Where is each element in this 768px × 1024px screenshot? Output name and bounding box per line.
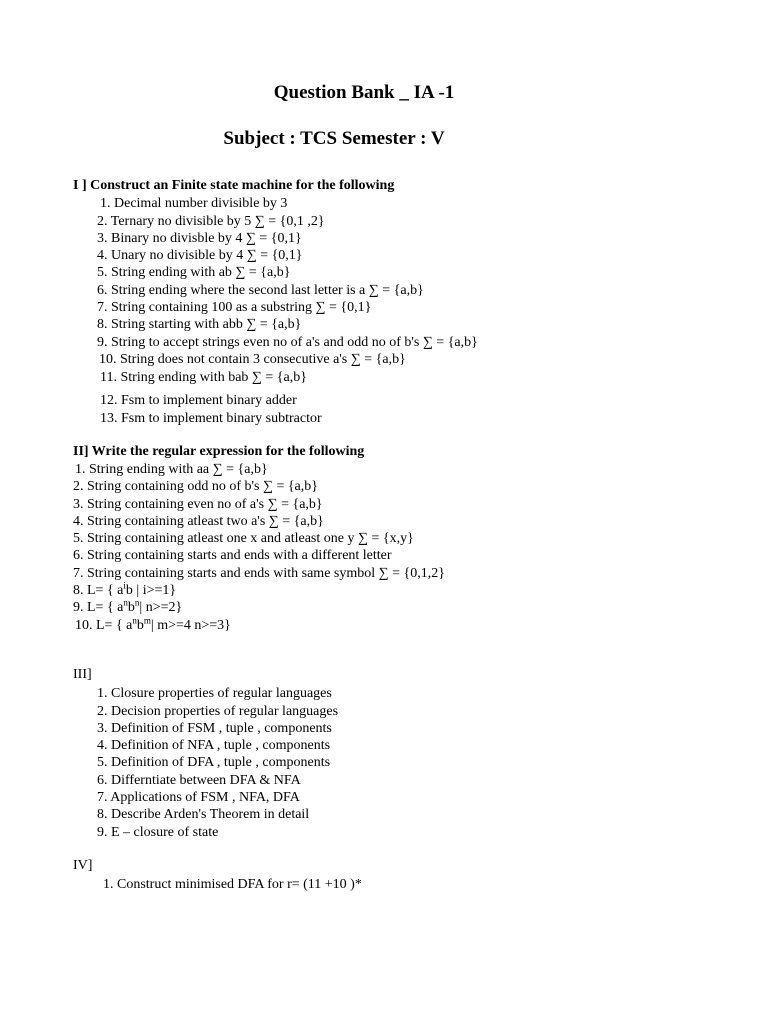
section2-item-9 (73, 599, 182, 616)
section2-item-10-mid: b (136, 618, 144, 633)
section2-item-8-rest: b | i>=1} (125, 583, 177, 598)
section3-item-2: 2. Decision properties of regular languages (97, 704, 339, 719)
section2-item-8-sup: i (123, 580, 126, 591)
section2-item-10-suffix: | m>=4 n>=3} (150, 618, 231, 633)
section2-item-10-sup-1: n (132, 615, 137, 626)
section3-item-5: 5. Definition of DFA , tuple , components (97, 755, 331, 770)
section2-item-9-mid: b (127, 600, 135, 615)
section3-item-7: 7. Applications of FSM , NFA, DFA (97, 790, 300, 805)
section2-item-1: 1. String ending with aa ∑ = {a,b} (75, 462, 268, 477)
section1-item-10: 10. String does not contain 3 consecutive a's ∑ = {a,b} (99, 352, 406, 367)
section2-item-9-sup-2: n (134, 597, 140, 608)
section1-item-4: 4. Unary no divisible by 4 ∑ = {0,1} (97, 248, 303, 263)
section2-item-7: 7. String containing starts and ends with same symbol ∑ = {0,1,2} (73, 566, 445, 581)
section2-item-10-sup-2: m (143, 615, 151, 626)
section2-item-9-suffix: | n>=2} (139, 600, 183, 615)
section2-item-5: 5. String containing atleast one x and atleast one y ∑ = {x,y} (73, 531, 414, 546)
section1-item-6: 6. String ending where the second last letter is a ∑ = {a,b} (97, 283, 424, 298)
section1-heading: I ] Construct an Finite state machine for the following (73, 178, 395, 193)
section3-item-1: 1. Closure properties of regular languages (97, 686, 332, 701)
section1-item-1: 1. Decimal number divisible by 3 (100, 196, 288, 211)
section1-item-2: 2. Ternary no divisible by 5 ∑ = {0,1 ,2} (97, 214, 325, 229)
section1-item-9: 9. String to accept strings even no of a's and odd no of b's ∑ = {a,b} (97, 335, 478, 350)
section3-item-9: 9. E – closure of state (97, 825, 219, 840)
section1-item-13: 13. Fsm to implement binary subtractor (100, 411, 322, 426)
section1-item-3: 3. Binary no divisble by 4 ∑ = {0,1} (97, 231, 302, 246)
section2-item-10-prefix: 10. L= { a (75, 618, 133, 633)
section3-item-3: 3. Definition of FSM , tuple , components (97, 721, 332, 736)
page-title: Question Bank _ IA -1 (273, 82, 455, 103)
section2-item-10 (75, 617, 231, 634)
section4-item-1: 1. Construct minimised DFA for r= (11 +10 )* (103, 877, 362, 892)
section2-item-3: 3. String containing even no of a's ∑ = {a,b} (73, 497, 323, 512)
page-subtitle: Subject : TCS Semester : V (223, 128, 445, 149)
section2-item-2: 2. String containing odd no of b's ∑ = {a,b} (73, 479, 318, 494)
section2-item-8-prefix: 8. L= { a (73, 583, 124, 598)
section2-heading: II] Write the regular expression for the following (73, 444, 365, 459)
section1-item-11: 11. String ending with bab ∑ = {a,b} (100, 370, 307, 385)
section1-item-5: 5. String ending with ab ∑ = {a,b} (97, 265, 291, 280)
section2-item-6: 6. String containing starts and ends with a different letter (73, 548, 392, 563)
section4-heading: IV] (73, 858, 93, 873)
section3-heading: III] (73, 667, 92, 682)
section2-item-9-sup-1: n (123, 597, 128, 608)
section2-item-4: 4. String containing atleast two a's ∑ = {a,b} (73, 514, 324, 529)
section2-item-9-prefix: 9. L= { a (73, 600, 124, 615)
section3-item-8: 8. Describe Arden's Theorem in detail (97, 807, 310, 822)
section3-item-6: 6. Differntiate between DFA & NFA (97, 773, 301, 788)
section1-item-12: 12. Fsm to implement binary adder (100, 393, 297, 408)
section1-item-8: 8. String starting with abb ∑ = {a,b} (97, 317, 302, 332)
section3-item-4: 4. Definition of NFA , tuple , components (97, 738, 331, 753)
section1-item-7: 7. String containing 100 as a substring ∑ = {0,1} (97, 300, 372, 315)
